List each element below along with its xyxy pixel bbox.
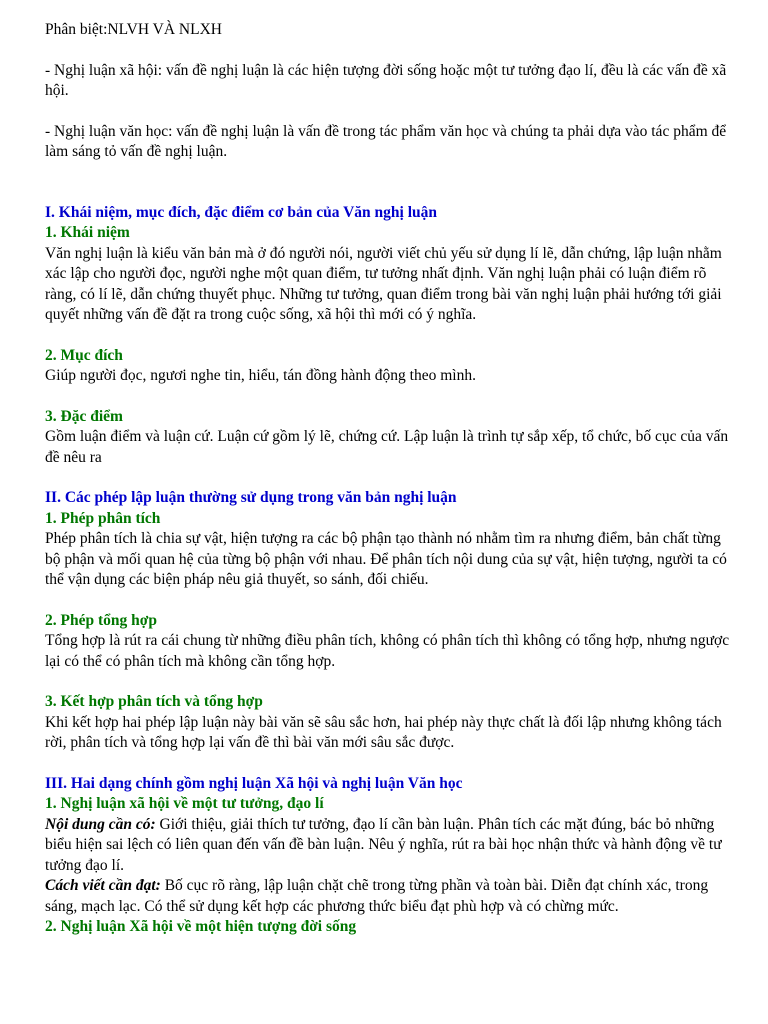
doc-title: Phân biệt:NLVH VÀ NLXH [45,21,222,38]
section-1-heading: I. Khái niệm, mục đích, đặc điểm cơ bản của Văn nghị luận [45,203,437,221]
style-label: Cách viết cần đạt: [45,877,161,894]
s1-sub2-title: 2. Mục đích [45,346,123,364]
s2-sub3-title: 3. Kết hợp phân tích và tổng hợp [45,693,263,710]
s2-sub3-text: Khi kết hợp hai phép lập luận này bài văn sẽ sâu sắc hơn, hai phép này thực chất là đối lập nhưng không tách rời, phân tích và tổng hợp lại vấn đề thì bài văn mới sâu sắc được. [45,713,722,751]
s2-sub1-title: 1. Phép phân tích [45,509,161,527]
s1-sub3-text: Gồm luận điểm và luận cứ. Luận cứ gồm lý lẽ, chứng cứ. Lập luận là trình tự sắp xếp, tổ chức, bố cục của vấn đề nêu ra [45,428,729,466]
section-3-heading: III. Hai dạng chính gồm nghị luận Xã hội và nghị luận Văn học [45,774,463,792]
s1-sub3-title: 3. Đặc điểm [45,407,123,425]
intro-literary: - Nghị luận văn học: vấn đề nghị luận là vấn đề trong tác phẩm văn học và chúng ta phải dựa vào tác phẩm để làm sáng tỏ vấn đề nghị luận. [45,122,727,160]
s3-sub2-title: 2. Nghị luận Xã hội về một hiện tượng đời sống [45,918,357,935]
s2-sub2-title: 2. Phép tổng hợp [45,611,157,629]
s1-sub1-title: 1. Khái niệm [45,224,130,241]
s1-sub1-text: Văn nghị luận là kiểu văn bản mà ở đó người nói, người viết chủ yếu sử dụng lí lẽ, dẫn chứng, lập luận nhằm xác lập cho người đọc, người nghe một quan điểm, tư tưởng nhất định. Văn nghị luận phải có luận điểm rõ ràng, có lí lẽ, dẫn chứng thuyết phục. Những tư tưởng, quan điểm trong bài văn nghị luận phải hướng tới giải quyết những vấn đề đặt ra trong cuộc sống, xã hội thì mới có ý nghĩa. [45,244,722,323]
section-2-heading: II. Các phép lập luận thường sử dụng trong văn bản nghị luận [45,489,457,506]
s1-sub2-text: Giúp người đọc, ngươi nghe tin, hiểu, tán đồng hành động theo mình. [45,367,476,384]
s2-sub1-text: Phép phân tích là chia sự vật, hiện tượng ra các bộ phận tạo thành nó nhằm tìm ra nhưng điểm, bản chất từng bộ phận và mối quan hệ của từng bộ phận với nhau. Để phân tích nội dung của sự vật, hiện tượng, người ta có thể vận dụng các biện pháp nêu giả thuyết, so sánh, đối chiếu. [45,530,727,588]
s2-sub2-text: Tổng hợp là rút ra cái chung từ những điều phân tích, không có phân tích thì không có tổng hợp, nhưng ngược lại có thể có phân tích mà không cần tổng hợp. [45,632,730,670]
s3-sub1-title: 1. Nghị luận xã hội về một tư tưởng, đạo lí [45,795,324,812]
content-text: Giới thiệu, giải thích tư tưởng, đạo lí cần bàn luận. Phân tích các mặt đúng, bác bỏ những biểu hiện sai lệch có liên quan đến vấn đề bàn luận. Nêu ý nghĩa, rút ra bài học nhận thức và hành động về tư tưởng đạo lí. [45,815,722,874]
intro-social: - Nghị luận xã hội: vấn đề nghị luận là các hiện tượng đời sống hoặc một tư tưởng đạo lí, đều là các vấn đề xã hội. [45,61,727,99]
s3-content-paragraph [45,815,738,877]
style-text: Bố cục rõ ràng, lập luận chặt chẽ trong từng phần và toàn bài. Diễn đạt chính xác, trong sáng, mạch lạc. Có thể sử dụng kết hợp các phương thức biểu đạt phù hợp và có chừng mức. [45,877,709,915]
s3-style-paragraph [45,876,738,917]
content-label: Nội dung cần có: [45,815,156,833]
